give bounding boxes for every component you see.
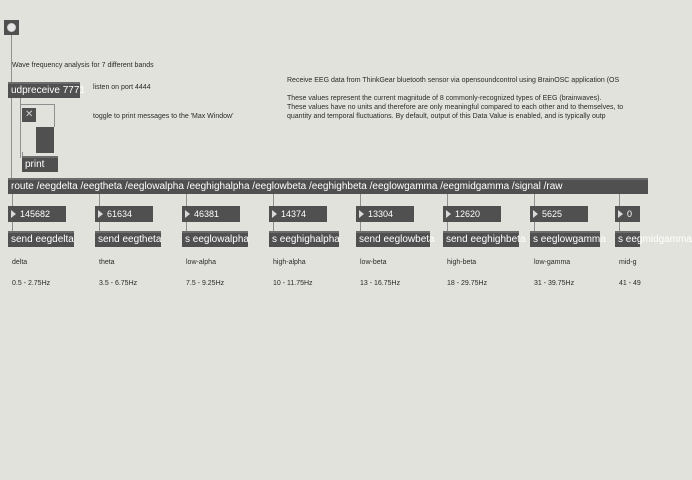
- patch-cord: [273, 194, 274, 206]
- patch-cord: [11, 35, 12, 82]
- number-arrow-icon: [359, 210, 364, 218]
- number-value: 46381: [194, 209, 220, 219]
- gate-object[interactable]: [36, 127, 54, 153]
- eeghighalpha-number-box[interactable]: [269, 206, 327, 222]
- number-value: 61634: [107, 209, 133, 219]
- send-object[interactable]: s eeglowgamma: [530, 231, 600, 247]
- send-object[interactable]: s eeglowalpha: [182, 231, 248, 247]
- patch-cord: [534, 194, 535, 206]
- band-range: 13 - 16.75Hz: [360, 280, 401, 287]
- toggle-comment: toggle to print messages to the 'Max Window': [93, 113, 234, 120]
- patch-cord: [20, 104, 54, 105]
- title-comment: Wave frequency analysis for 7 different bands: [12, 62, 154, 69]
- number-value: 5625: [542, 209, 563, 219]
- band-name: mid-g: [619, 259, 637, 266]
- band-name: theta: [99, 259, 115, 266]
- eegmidgamma-number-box[interactable]: [615, 206, 640, 222]
- number-value: 145682: [20, 209, 51, 219]
- number-arrow-icon: [446, 210, 451, 218]
- number-value: 12620: [455, 209, 481, 219]
- band-range: 31 - 39.75Hz: [534, 280, 575, 287]
- band-name: low-alpha: [186, 259, 216, 266]
- patch-cord: [11, 98, 12, 178]
- number-arrow-icon: [533, 210, 538, 218]
- band-name: high-alpha: [273, 259, 306, 266]
- band-range: 3.5 - 6.75Hz: [99, 280, 138, 287]
- number-arrow-icon: [185, 210, 190, 218]
- send-object[interactable]: s eeghighalpha: [269, 231, 339, 247]
- toggle-x-icon: ✕: [25, 109, 34, 120]
- receive-comment-1: Receive EEG data from ThinkGear bluetooth sensor via opensoundcontrol using BrainOSC application (OS: [287, 77, 620, 84]
- send-object[interactable]: send eeghighbeta: [443, 231, 519, 247]
- udpreceive-object[interactable]: udpreceive 7771: [8, 82, 80, 98]
- route-object[interactable]: route /eegdelta /eegtheta /eeglowalpha /eeghighalpha /eeglowbeta /eeghighbeta /eeglowgamma /eegmidgamma /signal /raw: [8, 178, 648, 194]
- print-toggle[interactable]: [22, 108, 36, 122]
- eeglowalpha-number-box[interactable]: [182, 206, 240, 222]
- eeghighbeta-number-box[interactable]: [443, 206, 501, 222]
- number-arrow-icon: [11, 210, 16, 218]
- bang-button[interactable]: [4, 20, 19, 35]
- receive-comment-3: These values have no units and therefore are only meaningful compared to each other and to themselves, to: [287, 104, 624, 111]
- band-name: high-beta: [447, 259, 477, 266]
- number-value: 14374: [281, 209, 307, 219]
- band-range: 10 - 11.75Hz: [273, 280, 313, 287]
- send-object[interactable]: send eegdelta: [8, 231, 74, 247]
- patch-cord: [619, 194, 620, 206]
- number-arrow-icon: [98, 210, 103, 218]
- number-arrow-icon: [618, 210, 623, 218]
- band-range: 7.5 - 9.25Hz: [186, 280, 225, 287]
- eegdelta-number-box[interactable]: [8, 206, 66, 222]
- listen-comment: listen on port 4444: [93, 84, 151, 91]
- patch-cord: [186, 194, 187, 206]
- send-object[interactable]: send eeglowbeta: [356, 231, 430, 247]
- patch-cord: [12, 194, 13, 206]
- print-object[interactable]: print: [22, 156, 58, 172]
- send-object[interactable]: send eegtheta: [95, 231, 161, 247]
- band-range: 41 - 49: [619, 280, 641, 287]
- band-name: low-gamma: [534, 259, 571, 266]
- receive-comment-2: These values represent the current magnitude of 8 commonly-recognized types of EEG (brainwaves).: [287, 95, 602, 102]
- band-name: low-beta: [360, 259, 387, 266]
- bang-icon: [7, 23, 16, 32]
- number-arrow-icon: [272, 210, 277, 218]
- patch-cord: [54, 104, 55, 127]
- band-range: 18 - 29.75Hz: [447, 280, 488, 287]
- send-object[interactable]: s eegmidgamma: [615, 231, 640, 247]
- eeglowgamma-number-box[interactable]: [530, 206, 588, 222]
- patch-cord: [99, 194, 100, 206]
- patch-cord: [20, 98, 21, 158]
- number-value: 0: [627, 209, 633, 219]
- eeglowbeta-number-box[interactable]: [356, 206, 414, 222]
- receive-comment-4: quantity and temporal fluctuations. By default, output of this Data Value is enabled, and is typically outp: [287, 113, 606, 120]
- number-value: 13304: [368, 209, 394, 219]
- band-name: delta: [12, 259, 28, 266]
- eegtheta-number-box[interactable]: [95, 206, 153, 222]
- patch-cord: [447, 194, 448, 206]
- patch-cord: [360, 194, 361, 206]
- band-range: 0.5 - 2.75Hz: [12, 280, 51, 287]
